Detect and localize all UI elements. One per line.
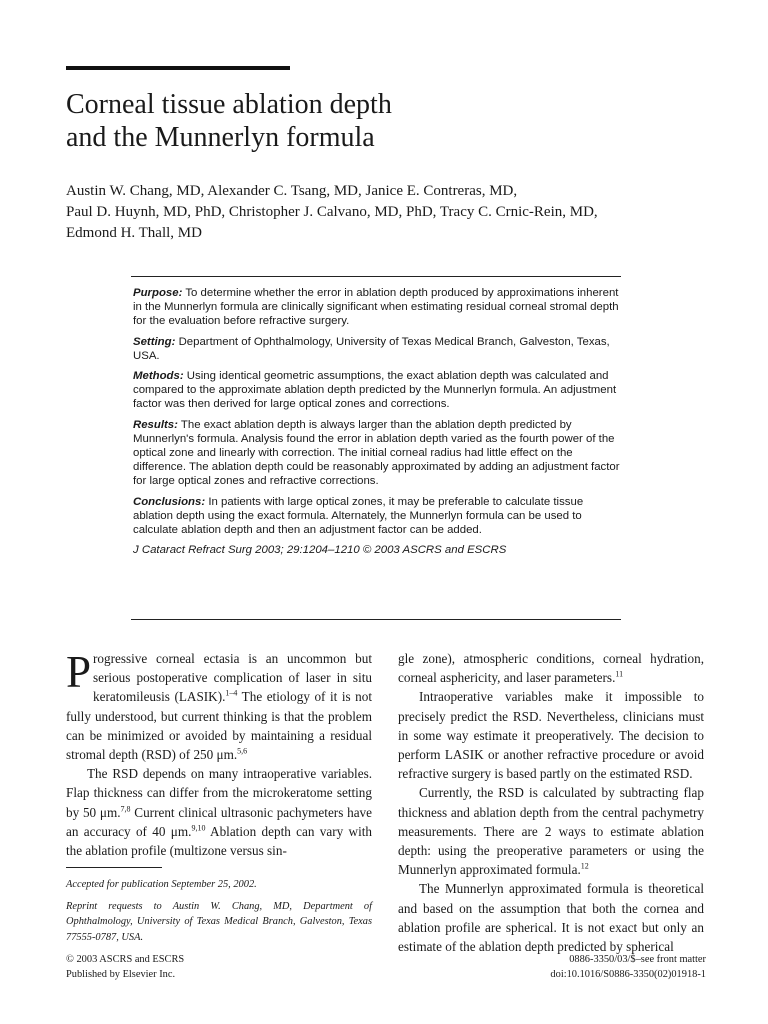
- body-paragraph: [398, 783, 704, 879]
- authors-line-3: Edmond H. Thall, MD: [66, 225, 202, 241]
- body-paragraph: [66, 764, 372, 860]
- authors-line-2: Paul D. Huynh, MD, PhD, Christopher J. Calvano, MD, PhD, Tracy C. Crnic-Rein, MD,: [66, 204, 598, 220]
- journal-citation: J Cataract Refract Surg 2003; 29:1204–1210 © 2003 ASCRS and ESCRS: [133, 544, 507, 557]
- abstract-methods: [133, 369, 621, 412]
- text-run: Ablation depth can vary with the ablation profile (multizone versus sin-: [66, 823, 373, 859]
- drop-cap: P: [66, 647, 92, 697]
- results-label: Results:: [133, 418, 178, 431]
- methods-text: Using identical geometric assumptions, the exact ablation depth was calculated and compared to the approximate ablation depth predicted by the Munnerlyn formula. An adjustment factor was then derived for large optical zones and corrections.: [133, 370, 617, 411]
- text-run: The RSD depends on many intraoperative variables. Flap thickness can differ from the microkeratome setting by 50 μm.: [66, 766, 372, 820]
- text-run: rogressive corneal ectasia is an uncommon but serious postoperative complication of laser in situ keratomileusis (LASIK).: [93, 651, 372, 705]
- abstract-results: [133, 418, 621, 489]
- issn-text: 0886-3350/03/$–see front matter: [569, 954, 706, 965]
- doi-block: [386, 952, 706, 982]
- doi-text: doi:10.1016/S0886-3350(02)01918-1: [550, 969, 706, 980]
- abstract-setting: [133, 335, 621, 363]
- body-paragraph: [398, 649, 704, 687]
- citation-ref: 5,6: [237, 746, 248, 756]
- purpose-text: To determine whether the error in ablation depth produced by approximations inherent in the Munnerlyn formula are clinically significant when estimating residual corneal stromal depth for the evaluation before refractive surgery.: [133, 287, 619, 328]
- body-paragraph: [66, 649, 372, 764]
- author-list: [66, 181, 706, 244]
- reprint-note: Reprint requests to Austin W. Chang, MD, Department of Ophthalmology, University of Texas Medical Branch, Galveston, Texas 77555-0787, USA.: [66, 900, 372, 943]
- citation-ref: 7,8: [120, 804, 131, 814]
- publisher-text: Published by Elsevier Inc.: [66, 969, 176, 980]
- copyright-text: © 2003 ASCRS and ESCRS: [66, 954, 185, 965]
- body-column-left: [66, 649, 372, 860]
- text-run: The etiology of it is not fully understood, but current thinking is that the problem can be minimized or avoided by maintaining a residual stromal depth (RSD) of 250 μm.: [66, 689, 372, 763]
- authors-line-1: Austin W. Chang, MD, Alexander C. Tsang, MD, Janice E. Contreras, MD,: [66, 183, 518, 199]
- text-run: Currently, the RSD is calculated by subtracting flap thickness and ablation depth from the central pachymetry measurements. There are 2 ways to estimate ablation depth: using the preoperative parameters or using the Munnerlyn approximated formula.: [398, 785, 704, 878]
- body-paragraph: The Munnerlyn approximated formula is theoretical and based on the assumption that both the cornea and ablation profile are spherical. It is not exact but only an estimate of the ablation depth predicted by spherical: [398, 881, 704, 955]
- conclusions-text: In patients with large optical zones, it may be preferable to calculate tissue ablation depth using the exact formula. Alternately, the Munnerlyn formula can be used to calculate ablation depth and then an adjustment factor can be added.: [133, 495, 584, 537]
- methods-label: Methods:: [133, 370, 184, 383]
- body-paragraph: Intraoperative variables make it impossible to precisely predict the RSD. Nevertheless, clinicians must in some way estimate it preoperatively. The decision to perform LASIK or another refractive procedure or avoid refractive surgery is based partly on the estimated RSD.: [398, 689, 704, 782]
- results-text: The exact ablation depth is always larger than the ablation depth predicted by Munnerlyn's formula. Analysis found the error in ablation depth varied as the fourth power of the optical zone and linearly with correction. The initial corneal radius had little effect on the difference. The ablation depth could be reasonably approximated by adding an adjustment factor for large optical zones and refractive corrections.: [133, 418, 620, 488]
- abstract-bottom-rule: [131, 619, 621, 620]
- title-line-1: Corneal tissue ablation depth: [66, 89, 392, 120]
- abstract: [133, 286, 621, 563]
- footnote-rule: [66, 867, 162, 868]
- title-rule: [66, 66, 290, 70]
- setting-label: Setting:: [133, 335, 176, 348]
- purpose-label: Purpose:: [133, 287, 183, 299]
- text-run: Current clinical ultrasonic pachymeters have an accuracy of 40 μm.: [66, 804, 372, 839]
- accepted-note: Accepted for publication September 25, 2002.: [66, 879, 257, 890]
- abstract-top-rule: [131, 276, 621, 277]
- abstract-purpose: [133, 286, 621, 329]
- article-title: [66, 88, 706, 154]
- text-run: gle zone), atmospheric conditions, corneal hydration, corneal asphericity, and laser parameters.: [398, 651, 704, 686]
- setting-text: Department of Ophthalmology, University of Texas Medical Branch, Galveston, Texas, USA.: [133, 335, 610, 362]
- copyright-block: [66, 952, 366, 982]
- abstract-conclusions: [133, 495, 621, 538]
- footnotes: [66, 877, 372, 951]
- citation-ref: 11: [615, 669, 624, 679]
- citation-ref: 1–4: [225, 689, 238, 699]
- citation-ref: 12: [580, 861, 589, 871]
- citation-ref: 9,10: [191, 823, 206, 833]
- body-column-right: [398, 649, 704, 956]
- conclusions-label: Conclusions:: [133, 495, 206, 508]
- title-line-2: and the Munnerlyn formula: [66, 122, 375, 153]
